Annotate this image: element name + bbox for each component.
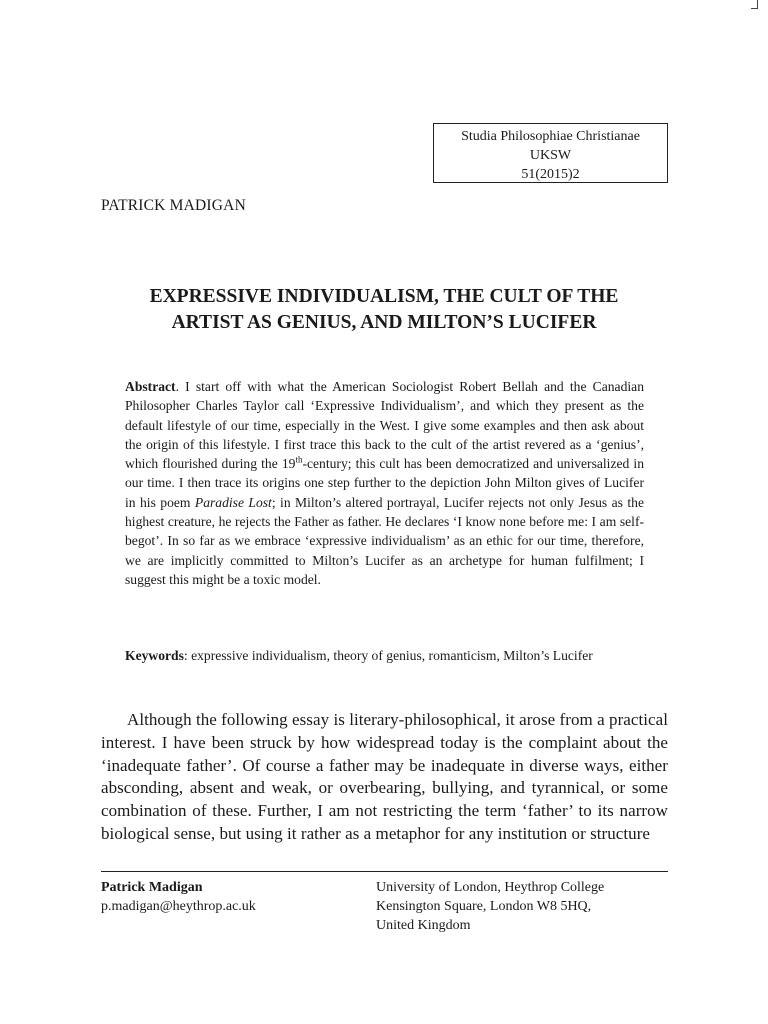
keywords-text: : expressive individualism, theory of genius, romanticism, Milton’s Lucifer bbox=[183, 648, 593, 663]
journal-publisher: UKSW bbox=[529, 148, 572, 163]
title-line-1: EXPRESSIVE INDIVIDUALISM, THE CULT OF THE bbox=[149, 286, 619, 307]
author-name: PATRICK MADIGAN bbox=[101, 197, 246, 214]
affiliation-line-1: University of London, Heythrop College bbox=[376, 880, 605, 895]
crop-mark bbox=[751, 0, 758, 9]
abstract-text-2: -century; this cult has been democratized and universalized in our time. I then trace its origins one step further to the depiction John Milton gives of Lucifer in his poem bbox=[125, 456, 644, 510]
contact-email: p.madigan@heythrop.ac.uk bbox=[101, 899, 256, 914]
abstract bbox=[125, 377, 644, 589]
footnote-divider bbox=[101, 871, 668, 872]
journal-name: Studia Philosophiae Christianae bbox=[461, 129, 640, 144]
abstract-poem-title: Paradise Lost bbox=[194, 494, 272, 510]
author-contact bbox=[101, 878, 256, 916]
keywords bbox=[125, 646, 644, 665]
abstract-superscript: th bbox=[295, 454, 303, 465]
body-paragraph: Although the following essay is literary-philosophical, it arose from a practical interest. I have been struck by how widespread today is the complaint about the ‘inadequate father’. Of course a father may be inadequate in diverse ways, either absconding, absent and weak, or overbearing, bullying, and tyrannical, or some combination of these. Further, I am not restricting the term ‘father’ to its narrow biological sense, but using it rather as a metaphor for any institution or structure bbox=[101, 710, 668, 843]
contact-name: Patrick Madigan bbox=[101, 880, 203, 895]
affiliation-line-2: Kensington Square, London W8 5HQ, bbox=[376, 899, 592, 914]
title-line-2: ARTIST AS GENIUS, AND MILTON’S LUCIFER bbox=[171, 312, 597, 333]
paper-title bbox=[100, 284, 668, 336]
abstract-text-3: ; in Milton’s altered portrayal, Lucifer rejects not only Jesus as the highest creature, he rejects the Father as father. He declares ‘I know none before me: I am self-begot’. In so far as we embrace ‘expressive individualism’ as an ethic for our time, therefore, we are implicitly committed to Milton’s Lucifer as an archetype for human fulfilment; I suggest this might be a toxic model. bbox=[125, 494, 644, 587]
journal-volume: 51(2015)2 bbox=[521, 167, 580, 182]
keywords-label: Keywords bbox=[125, 648, 184, 663]
journal-info-box bbox=[433, 123, 668, 183]
affiliation-line-3: United Kingdom bbox=[376, 918, 471, 933]
abstract-label: Abstract bbox=[125, 379, 176, 394]
abstract-text-1: . I start off with what the American Sociologist Robert Bellah and the Canadian Philosopher Charles Taylor call ‘Expressive Individualism’, and which they present as the default lifestyle of our time, especially in the West. I give some examples and then ask about the origin of this lifestyle. I first trace this back to the cult of the artist revered as a ‘genius’, which flourished during the 19 bbox=[125, 379, 644, 472]
author-affiliation bbox=[376, 878, 604, 935]
